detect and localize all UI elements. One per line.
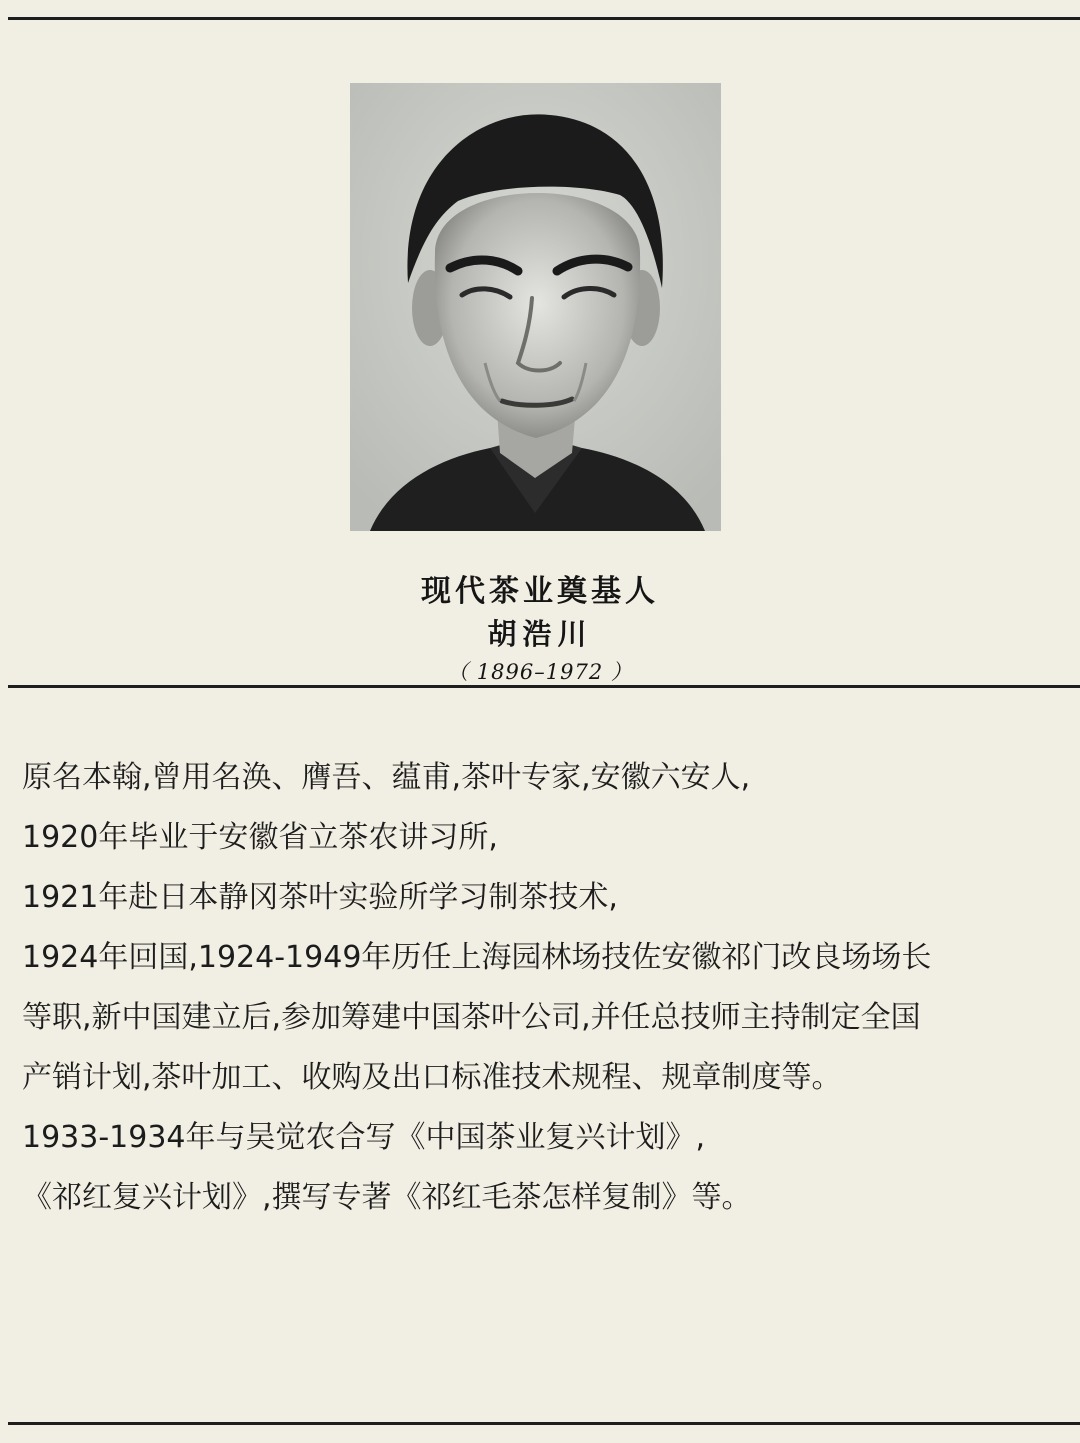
- bio-line-2: 1920年毕业于安徽省立茶农讲习所,: [22, 820, 498, 855]
- portrait-photo: [350, 83, 721, 531]
- top-rule: [8, 17, 1080, 20]
- bio-line-4: 1924年回国,1924-1949年历任上海园林场技佐安徽祁门改良场场长: [22, 940, 932, 975]
- bottom-rule: [8, 1422, 1080, 1425]
- bio-line-5: 等职,新中国建立后,参加筹建中国茶叶公司,并任总技师主持制定全国: [22, 1000, 921, 1035]
- caption-years: （ 1896–1972 ）: [447, 660, 633, 684]
- caption-title: 现代茶业奠基人: [421, 574, 659, 609]
- bio-line-7: 1933-1934年与吴觉农合写《中国茶业复兴计划》,: [22, 1120, 706, 1155]
- middle-rule: [8, 685, 1080, 688]
- portrait-image: [350, 83, 721, 531]
- caption-name: 胡浩川: [487, 617, 593, 651]
- biography-text: [22, 748, 1072, 1228]
- bio-line-1: 原名本翰,曾用名涣、膺吾、蕴甫,茶叶专家,安徽六安人,: [22, 760, 751, 795]
- bio-line-8: 《祁红复兴计划》,撰写专著《祁红毛茶怎样复制》等。: [22, 1180, 752, 1215]
- bio-line-6: 产销计划,茶叶加工、收购及出口标准技术规程、规章制度等。: [22, 1060, 842, 1095]
- bio-line-3: 1921年赴日本静冈茶叶实验所学习制茶技术,: [22, 880, 618, 915]
